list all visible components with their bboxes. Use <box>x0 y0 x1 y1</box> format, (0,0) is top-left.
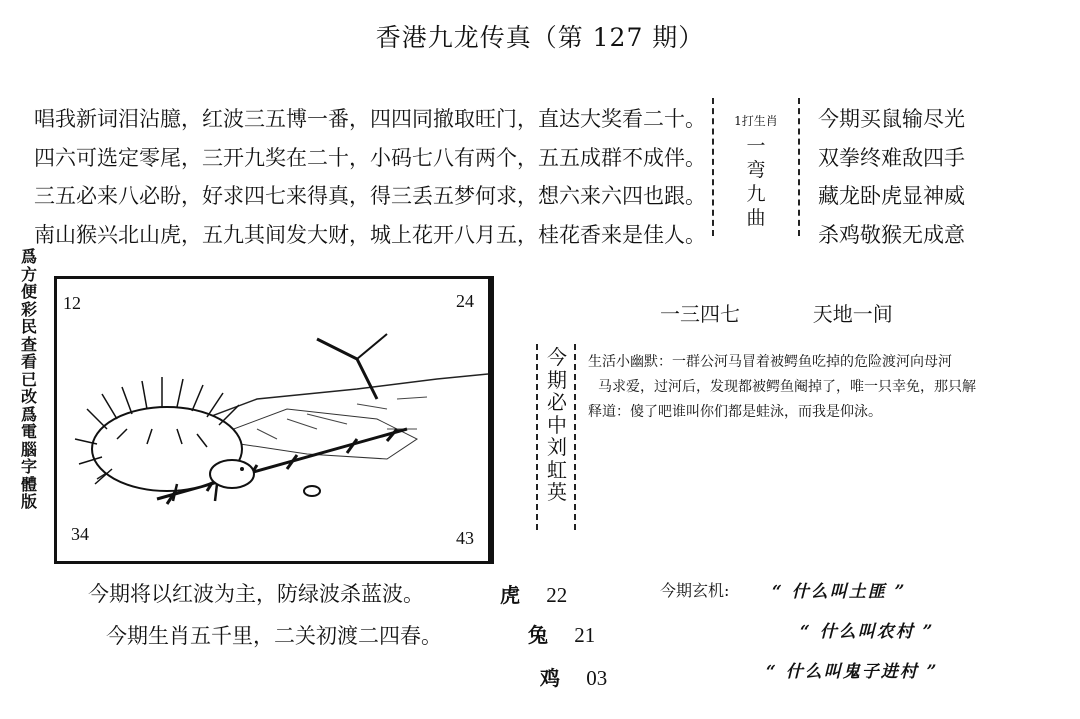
poem-line: 南山猴兴北山虎，五九其间发大财，城上花开八月五，桂花香来是佳人。 <box>34 222 706 247</box>
slogan-right: 天地一间 <box>812 302 893 326</box>
animal-pair-3 <box>540 662 607 691</box>
right-verse-line: 今期买鼠输尽光 <box>818 107 965 131</box>
poem-line: 唱我新词泪沾臆，红波三五博一番，四四同撤取旺门，直达大奖看二十。 <box>34 107 706 131</box>
joke-line: 马求爱，过河后，发现都被鳄鱼阉掉了，唯一只幸免，那只解 <box>598 379 976 395</box>
animal-pair-1 <box>500 579 567 608</box>
animal-name: 虎 <box>500 583 520 607</box>
mystery-line: “ 什么叫土匪 ” <box>772 582 907 602</box>
animal-name: 兔 <box>528 623 548 647</box>
porcupine-illustration <box>57 279 488 561</box>
right-verse-line: 杀鸡敬猴无成意 <box>818 222 965 247</box>
bottom-line-1: 今期将以红波为主，防绿波杀蓝波。 <box>88 582 424 606</box>
animal-number: 21 <box>574 623 596 647</box>
slogan-left: 一三四七 <box>660 302 740 326</box>
joke-line: 生活小幽默：一群公河马冒着被鳄鱼吃掉的危险渡河向母河 <box>588 354 952 370</box>
poem-line: 四六可选定零尾，三开九奖在二十，小码七八有两个，五五成群不成伴。 <box>34 145 706 170</box>
animal-pair-2 <box>528 619 595 648</box>
slogan-line <box>660 298 893 327</box>
riddle-box <box>712 98 800 236</box>
joke-block <box>588 350 1080 425</box>
corner-number-tl: 12 <box>63 293 81 313</box>
right-verse-line: 藏龙卧虎显神威 <box>818 184 965 208</box>
poem-line: 三五必来八必盼，好求四七来得真，得三丢五梦何求，想六来六四也跟。 <box>34 184 706 208</box>
animal-number: 03 <box>586 666 608 690</box>
animal-number: 22 <box>546 583 568 607</box>
right-verse-line: 双拳终难敌四手 <box>818 145 965 170</box>
corner-number-bl: 34 <box>71 524 89 544</box>
right-verse <box>818 100 965 254</box>
bottom-line-2: 今期生肖五千里，二关初渡二四春。 <box>106 624 442 648</box>
joke-line: 释道：傻了吧谁叫你们都是蛙泳，而我是仰泳。 <box>588 404 882 420</box>
poem-block <box>34 100 706 254</box>
page-title: 香港九龙传真（第 127 期） <box>375 23 705 52</box>
riddle-text: 一弯九曲 <box>746 135 766 229</box>
left-vertical-note: 爲方便彩民查看已改爲電腦字體版 <box>20 247 37 511</box>
riddle-hint: 1打生肖 <box>734 114 778 128</box>
corner-number-tr: 24 <box>456 291 474 311</box>
mystery-label: 今期玄机: <box>660 581 730 600</box>
animal-name: 鸡 <box>540 666 560 690</box>
corner-number-br: 43 <box>456 528 474 548</box>
mystery-line: “ 什么叫农村 ” <box>800 622 935 642</box>
prediction-box <box>536 344 576 530</box>
illustration-frame <box>54 276 494 564</box>
prediction-text: 今期必中刘虹英 <box>547 345 567 504</box>
mystery-line: “ 什么叫鬼子进村 ” <box>766 662 939 682</box>
